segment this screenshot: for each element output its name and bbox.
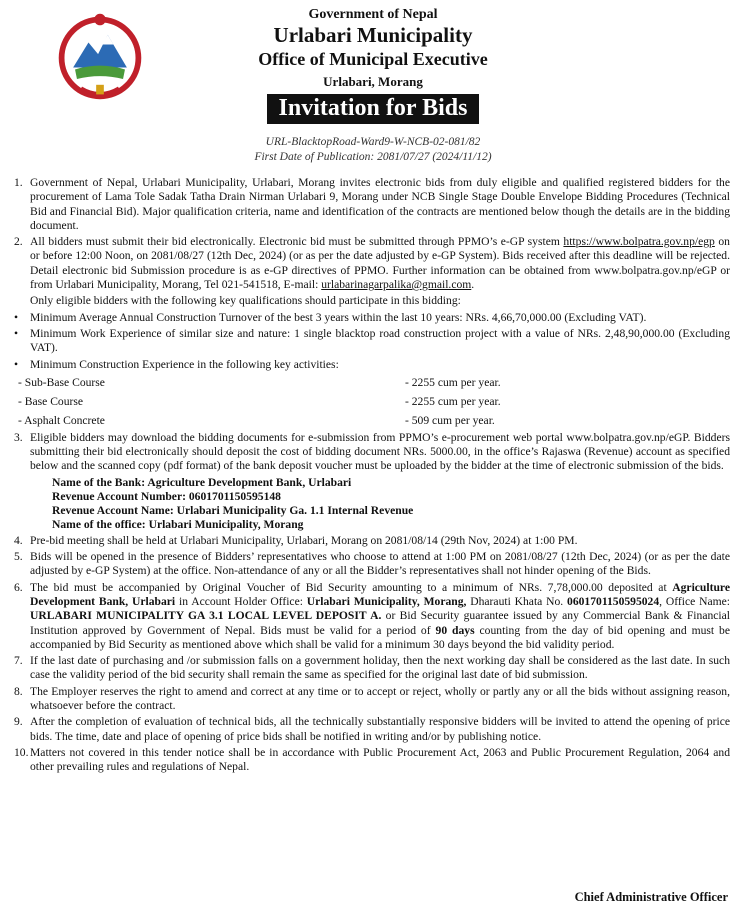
bank-account-number: Revenue Account Number: 0601701150595148 [52,489,281,503]
clause-number: 8. [14,684,23,698]
qualification-experience [14,327,730,356]
activity-row [14,393,730,412]
clause-text [30,581,730,652]
bullet-icon: • [14,326,19,340]
clause-text: Bids will be opened in the presence of Bidders’ representatives who choose to attend at 1:00 PM on 2081/08/27 (12th Dec, 2024) (or as per the date adjusted by e-GP System) at the office. Non-attendance of any or all the Bidder’s representatives shall not hinder opening of the Bids. [30,550,730,578]
location-label: Urlabari, Morang [323,74,423,89]
clause-text-part: , Office Name: [659,594,731,608]
publication-date: First Date of Publication: 2081/07/27 (2024/11/12) [254,150,492,163]
signatory-title: Chief Administrative Officer [574,890,728,904]
activity-quantity: - 2255 cum per year. [405,376,501,390]
clause-text-part: Dharauti Khata No. [466,594,568,608]
clause-4 [14,534,730,548]
clause-number: 6. [14,580,23,594]
eligibility-intro: Only eligible bidders with the following key qualifications should participate in this bidding: [30,294,461,308]
notice-body [14,176,730,777]
activity-row [14,412,730,431]
clause-10 [14,746,730,775]
clause-text-part: or Bid Security guarantee issued by any Commercial Bank & Financial Institution approved by Government of Nepal. Bids must be valid for a period of [30,609,731,637]
bullet-icon: • [14,357,19,371]
municipality-title: Urlabari Municipality [273,23,473,47]
qualification-text: Minimum Work Experience of similar size and nature: 1 single blacktop road construction project with a value of NRs. 2,48,90,000.00 (Excluding VAT). [30,326,730,355]
clause-number: 3. [14,430,23,444]
clause-text [30,235,730,292]
clause-number: 2. [14,235,23,249]
bank-details [14,476,730,532]
bank-office-name: Name of the office: Urlabari Municipality, Morang [52,517,304,531]
clause-number: 9. [14,715,23,729]
bank-highlight: Agriculture Development Bank, Urlabari [30,580,730,608]
clause-text: The Employer reserves the right to amend and correct at any time or to accept or reject, wholly or partly any or all the bids without assigning reason, whatsoever before the contract. [30,684,730,713]
email-link[interactable]: urlabarinagarpalika@gmail.com [321,278,472,292]
qualification-turnover [14,311,730,325]
office-title: Office of Municipal Executive [258,49,488,69]
qualification-text: Minimum Construction Experience in the following key activities: [30,357,339,371]
clause-number: 4. [14,533,23,547]
clause-8 [14,685,730,714]
clause-text-part: in Account Holder Office: [175,594,307,608]
activity-quantity: - 2255 cum per year. [405,395,501,409]
clause-text: Government of Nepal, Urlabari Municipality, Urlabari, Morang invites electronic bids from duly eligible and qualified registered bidders for the procurement of Lama Tole Sadak Tatha Drain Nirman Urlabari 9, Morang under NCB Single Stage Double Envelope Bidding Procedures (Technical Bid and Financial Bid). Major qualification criteria, name and identification of the contracts are mentioned below though the details are in the bidding document. [30,176,730,232]
clause-text: Eligible bidders may download the bidding documents for e-submission from PPMO’s e-procurement web portal www.bolpatra.gov.np/eGP. Bidders submitting their bid electronically should deposit the cost of bidding document NRs. 5000.00, in the office’s Rajaswa (Revenue) account as specified below and the scanned copy (pdf format) of the bank deposit voucher must be uploaded by the bidder at the time of electronic submission of the bids. [30,430,730,473]
qualification-text: Minimum Average Annual Construction Turnover of the best 3 years within the last 10 years: NRs. 4,66,70,000.00 (Excluding VAT). [30,310,647,324]
clause-text-part: The bid must be accompanied by Original Voucher of Bid Security amounting to a minimum of NRs. 7,78,000.00 deposited at [30,580,673,594]
reference-block [0,135,746,164]
clause-5 [14,550,730,579]
clause-number: 5. [14,550,23,564]
activity-row [14,374,730,393]
invitation-banner: Invitation for Bids [267,94,480,124]
clause-3 [14,431,730,474]
activity-name: - Sub-Base Course [18,376,105,390]
account-highlight: 0601701150595024 [567,594,660,608]
office-highlight: URLABARI MUNICIPALITY GA 3.1 LOCAL LEVEL DEPOSIT A. [30,609,382,623]
clause-text-part: on or before 12:00 Noon, on 2081/08/27 (12th Dec, 2024) (or as per the date adjusted by e-GP System). Bids received after this deadline will be rejected. Detail electronic bid Submission procedure is as e-GP directives of PPMO. Further information can be obtained from www.bolpatra.gov.np/eGP or from Urlabari Municipality, Morang, Tel 021-541518, E-mail: [30,235,730,292]
activity-name: - Base Course [18,395,84,409]
clause-text-part: . [471,278,475,292]
clause-number: 10. [14,745,29,759]
clause-number: 1. [14,176,23,189]
notice-header [0,6,746,124]
reference-number: URL-BlacktopRoad-Ward9-W-NCB-02-081/82 [265,136,481,148]
clause-9 [14,715,730,744]
activity-name: - Asphalt Concrete [18,414,105,428]
clause-text: If the last date of purchasing and /or submission falls on a government holiday, then the next working day shall be considered as the last date. In such case the validity period of the bid security shall remain the same as specified for the original last date of bid submission. [30,654,730,682]
clause-6 [14,581,730,652]
holder-highlight: Urlabari Municipality, Morang, [306,594,467,608]
bullet-icon: • [14,310,19,324]
validity-highlight: 90 days [435,623,475,637]
bank-name: Name of the Bank: Agriculture Development Bank, Urlabari [52,475,352,489]
activity-quantity: - 509 cum per year. [405,414,495,428]
government-label: Government of Nepal [308,7,438,22]
qualification-activities [14,358,730,372]
clause-text-part: All bidders must submit their bid electronically. Electronic bid must be submitted through PPMO’s e-GP system [30,235,564,249]
egp-link[interactable]: https://www.bolpatra.gov.np/egp [563,235,715,249]
clause-7 [14,654,730,683]
clause-text: Matters not covered in this tender notice shall be in accordance with Public Procurement Act, 2063 and Public Procurement Regulation, 2064 and other prevailing rules and regulations of Nepal. [30,745,730,774]
clause-2 [14,235,730,292]
clause-text-part: counting from the day of bid opening and must be accompanied by Bid Security as mentioned above which shall be valid for a minimum 30 days beyond the bid validity period. [30,623,730,651]
clause-number: 7. [14,654,23,668]
bank-account-name: Revenue Account Name: Urlabari Municipality Ga. 1.1 Internal Revenue [52,503,414,517]
clause-text: After the completion of evaluation of technical bids, all the technically substantially responsive bidders will be invited to attend the opening of price bids. The time, date and place of opening of price bids shall be notified in writing and/or by publishing notice. [30,715,730,743]
clause-text: Pre-bid meeting shall be held at Urlabari Municipality, Urlabari, Morang on 2081/08/14 (29th Nov, 2024) at 1:00 PM. [30,533,578,547]
clause-1 [14,176,730,233]
